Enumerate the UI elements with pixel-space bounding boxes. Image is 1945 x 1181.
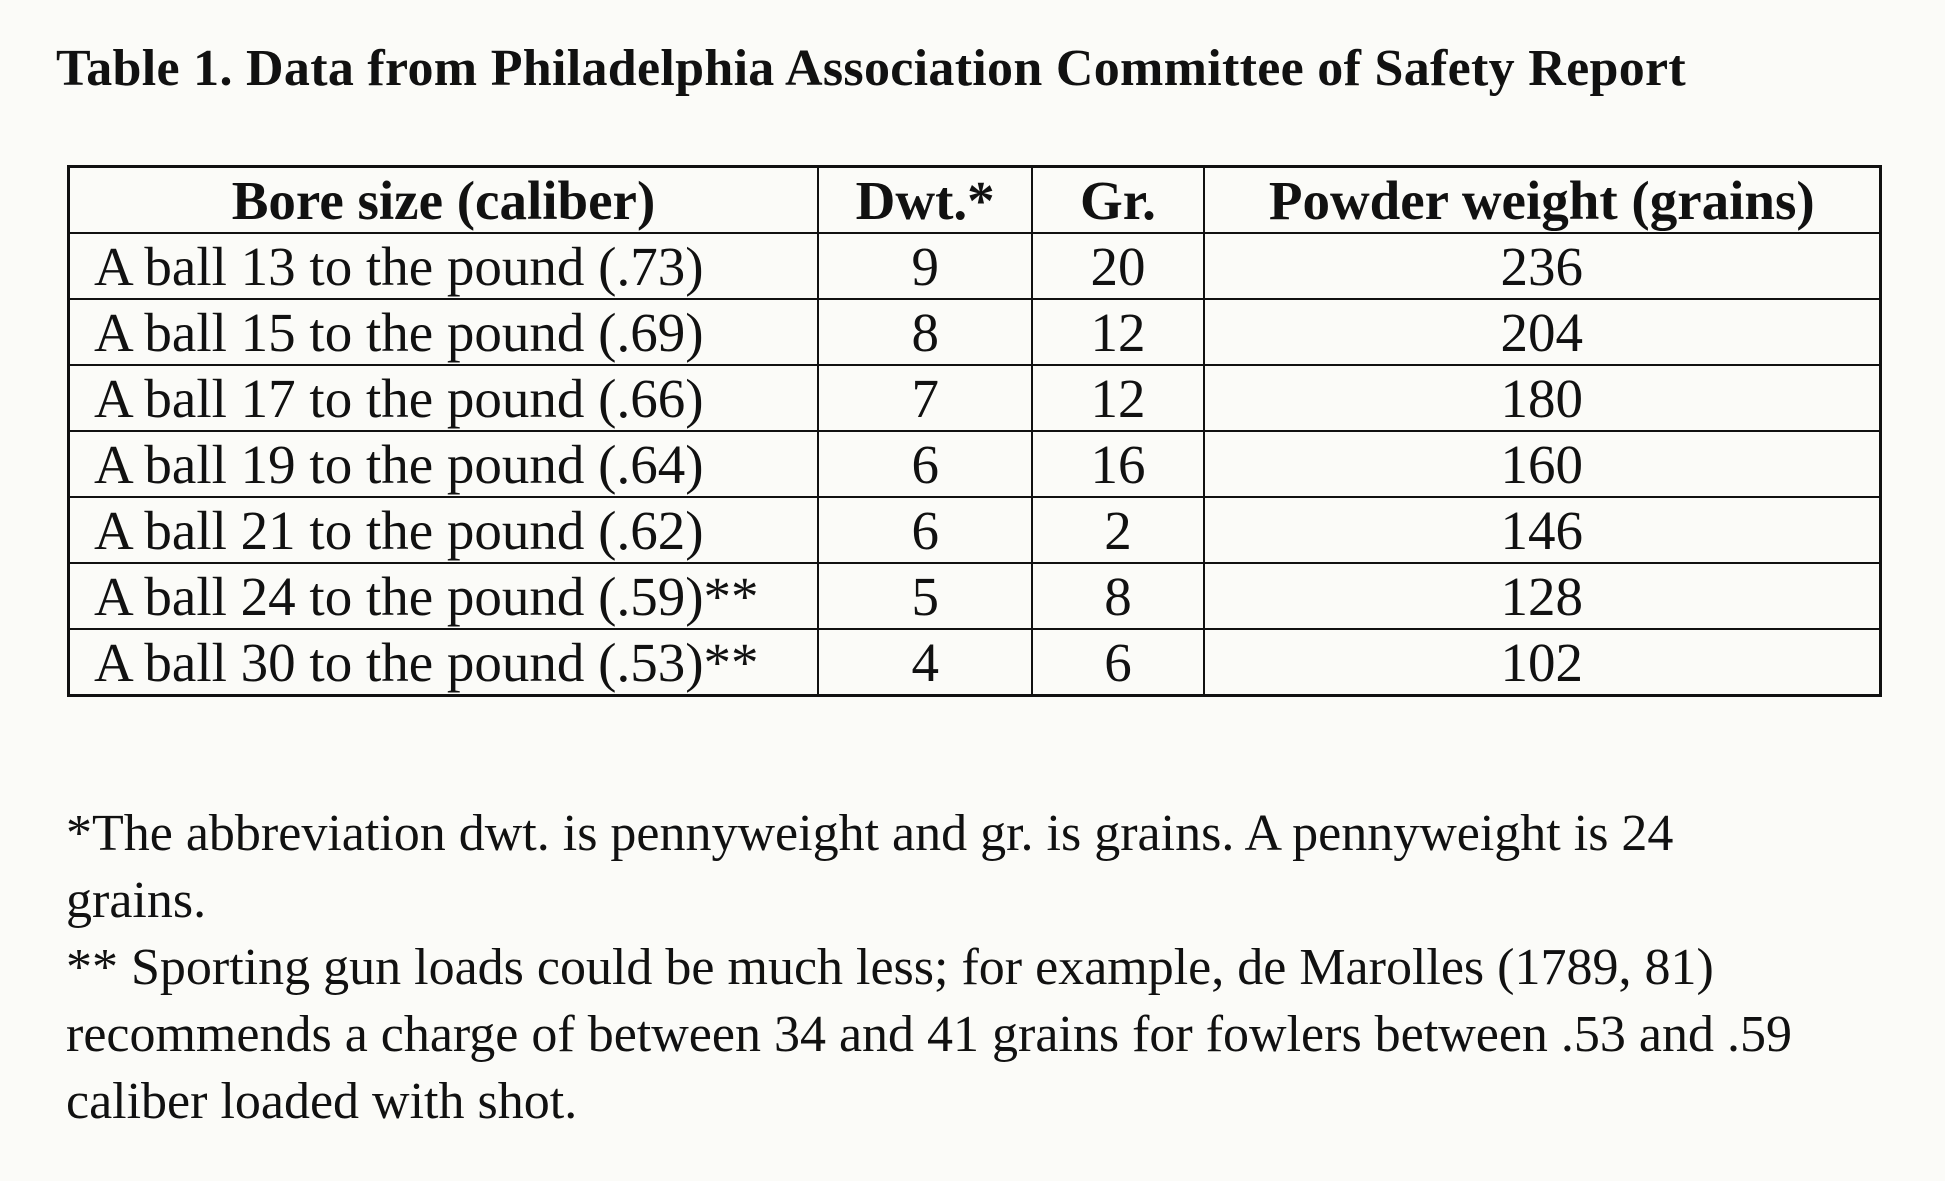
dwt-cell: 6 — [818, 497, 1032, 563]
powder-cell: 204 — [1204, 299, 1881, 365]
powder-cell: 128 — [1204, 563, 1881, 629]
bore-cell: A ball 17 to the pound (.66) — [69, 365, 819, 431]
gr-cell: 16 — [1032, 431, 1203, 497]
header-gr: Gr. — [1032, 167, 1203, 234]
table-row — [69, 299, 1881, 365]
bore-cell: A ball 13 to the pound (.73) — [69, 233, 819, 299]
footnotes — [66, 800, 1826, 1135]
header-dwt: Dwt.* — [818, 167, 1032, 234]
header-row — [69, 167, 1881, 234]
table-row — [69, 629, 1881, 696]
powder-cell: 180 — [1204, 365, 1881, 431]
gr-cell: 2 — [1032, 497, 1203, 563]
dwt-cell: 7 — [818, 365, 1032, 431]
bore-cell: A ball 19 to the pound (.64) — [69, 431, 819, 497]
gr-cell: 8 — [1032, 563, 1203, 629]
dwt-cell: 5 — [818, 563, 1032, 629]
table-row — [69, 233, 1881, 299]
footnote-abbreviation: *The abbreviation dwt. is pennyweight and gr. is grains. A pennyweight is 24 grains. — [66, 805, 1674, 929]
gr-cell: 20 — [1032, 233, 1203, 299]
powder-cell: 160 — [1204, 431, 1881, 497]
bore-cell: A ball 24 to the pound (.59)** — [69, 563, 819, 629]
dwt-cell: 6 — [818, 431, 1032, 497]
header-powder-weight: Powder weight (grains) — [1204, 167, 1881, 234]
table-row — [69, 563, 1881, 629]
bore-cell: A ball 30 to the pound (.53)** — [69, 629, 819, 696]
header-bore-size: Bore size (caliber) — [69, 167, 819, 234]
gr-cell: 12 — [1032, 299, 1203, 365]
table-row — [69, 431, 1881, 497]
table-row — [69, 365, 1881, 431]
gr-cell: 12 — [1032, 365, 1203, 431]
dwt-cell: 9 — [818, 233, 1032, 299]
footnote-sporting-loads: ** Sporting gun loads could be much less; for example, de Marolles (1789, 81) recommends a charge of between 34 and 41 grains for fowlers between .53 and .59 caliber loaded with shot. — [66, 939, 1793, 1130]
data-table — [67, 165, 1882, 697]
dwt-cell: 4 — [818, 629, 1032, 696]
powder-cell: 146 — [1204, 497, 1881, 563]
dwt-cell: 8 — [818, 299, 1032, 365]
bore-cell: A ball 21 to the pound (.62) — [69, 497, 819, 563]
powder-cell: 236 — [1204, 233, 1881, 299]
gr-cell: 6 — [1032, 629, 1203, 696]
table-row — [69, 497, 1881, 563]
bore-cell: A ball 15 to the pound (.69) — [69, 299, 819, 365]
table-title: Table 1. Data from Philadelphia Association Committee of Safety Report — [56, 40, 1687, 97]
powder-cell: 102 — [1204, 629, 1881, 696]
